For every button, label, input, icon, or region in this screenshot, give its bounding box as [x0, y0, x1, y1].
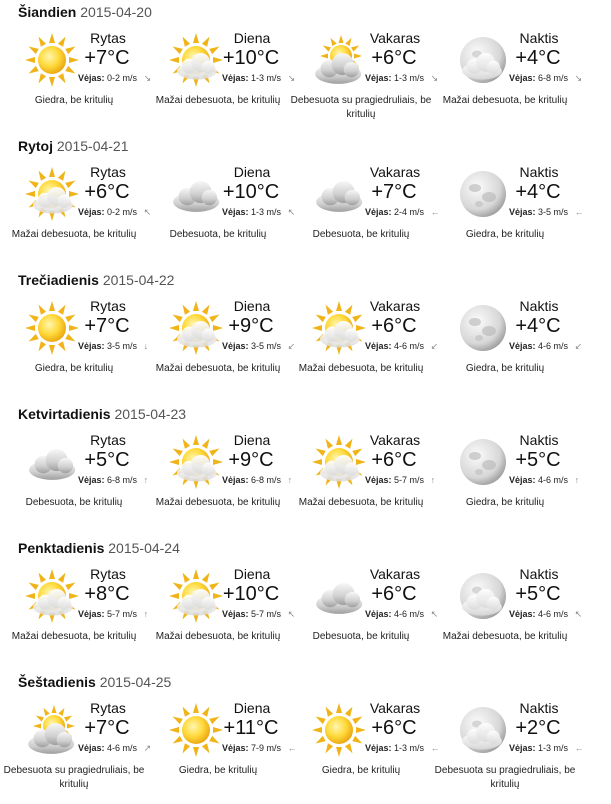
- day-date: 2015-04-22: [102, 272, 175, 288]
- period-name: Naktis: [519, 164, 559, 180]
- wind-info: [509, 341, 582, 352]
- period-name: Diena: [233, 432, 271, 448]
- wind-label: Vėjas:: [222, 743, 249, 753]
- day-periods: [0, 428, 611, 536]
- temperature: +7°C: [84, 315, 130, 337]
- wind-direction-icon: ↘: [574, 73, 583, 83]
- period-name: Diena: [233, 164, 271, 180]
- period-name: Naktis: [519, 432, 559, 448]
- weather-description: Mažai debesuota, be kritulių: [155, 363, 281, 374]
- wind-info: [365, 743, 440, 754]
- wind-direction-icon: ←: [430, 743, 440, 753]
- wind-label: Vėjas:: [365, 341, 392, 351]
- temperature: +9°C: [228, 449, 274, 471]
- temperature: +6°C: [371, 449, 417, 471]
- wind-direction-icon: ↑: [430, 475, 436, 485]
- forecast-period: [144, 294, 294, 402]
- wind-speed: 4-6 m/s: [394, 341, 425, 351]
- wind-direction-icon: ←: [287, 743, 297, 753]
- wind-label: Vėjas:: [78, 743, 105, 753]
- period-name: Rytas: [90, 700, 126, 716]
- weather-description: Giedra, be kritulių: [465, 497, 545, 508]
- temperature: +11°C: [223, 717, 279, 739]
- wind-direction-icon: ↙: [430, 341, 439, 351]
- wind-info: [365, 207, 440, 218]
- wind-label: Vėjas:: [222, 609, 249, 619]
- weather-description: Mažai debesuota, be kritulių: [11, 229, 137, 240]
- period-name: Naktis: [519, 700, 559, 716]
- day-periods: [0, 26, 611, 134]
- forecast-period: [431, 428, 581, 536]
- wind-speed: 1-3 m/s: [394, 743, 425, 753]
- period-name: Rytas: [90, 298, 126, 314]
- temperature: +6°C: [371, 717, 417, 739]
- temperature: +7°C: [84, 717, 130, 739]
- wind-info: [78, 73, 151, 84]
- day-name: Rytoj: [18, 138, 53, 154]
- wind-info: [222, 743, 297, 754]
- wind-info: [509, 609, 582, 620]
- period-name: Rytas: [90, 30, 126, 46]
- wind-label: Vėjas:: [509, 207, 536, 217]
- wind-speed: 3-5 m/s: [251, 341, 282, 351]
- wind-direction-icon: ↖: [287, 609, 296, 619]
- wind-label: Vėjas:: [365, 609, 392, 619]
- wind-label: Vėjas:: [222, 73, 249, 83]
- wind-info: [222, 73, 295, 84]
- forecast-period: [431, 562, 581, 670]
- wind-speed: 6-8 m/s: [251, 475, 282, 485]
- forecast-period: [287, 562, 437, 670]
- forecast-period: [144, 696, 297, 804]
- temperature: +4°C: [515, 315, 561, 337]
- weather-description: Mažai debesuota, be kritulių: [155, 497, 281, 508]
- wind-label: Vėjas:: [509, 475, 536, 485]
- wind-direction-icon: ↖: [143, 207, 152, 217]
- period-name: Diena: [233, 298, 271, 314]
- day-name: Šiandien: [18, 4, 77, 20]
- day-date: 2015-04-20: [80, 4, 152, 20]
- period-name: Vakaras: [369, 164, 421, 180]
- wind-speed: 6-8 m/s: [538, 73, 569, 83]
- temperature: +9°C: [228, 315, 274, 337]
- wind-speed: 1-3 m/s: [251, 73, 282, 83]
- wind-direction-icon: ↗: [143, 743, 152, 753]
- wind-direction-icon: ↘: [287, 73, 296, 83]
- day-block: [0, 670, 611, 804]
- weather-description: Debesuota, be kritulių: [312, 631, 410, 642]
- weather-description: Debesuota, be kritulių: [25, 497, 123, 508]
- wind-info: [365, 609, 438, 620]
- wind-label: Vėjas:: [78, 341, 105, 351]
- wind-speed: 4-6 m/s: [107, 743, 138, 753]
- wind-direction-icon: ↘: [430, 73, 439, 83]
- temperature: +5°C: [515, 449, 561, 471]
- temperature: +10°C: [222, 583, 280, 605]
- wind-direction-icon: ←: [574, 207, 584, 217]
- period-name: Rytas: [90, 164, 126, 180]
- forecast-period: [0, 294, 150, 402]
- wind-info: [222, 609, 295, 620]
- wind-direction-icon: ↑: [143, 609, 149, 619]
- wind-label: Vėjas:: [78, 475, 105, 485]
- wind-label: Vėjas:: [509, 743, 536, 753]
- day-header: [18, 4, 152, 20]
- wind-info: [78, 609, 148, 620]
- forecast-period: [144, 428, 294, 536]
- forecast-period: [431, 696, 584, 804]
- forecast-period: [144, 562, 294, 670]
- wind-speed: 4-6 m/s: [538, 475, 569, 485]
- day-periods: [0, 294, 611, 402]
- day-name: Ketvirtadienis: [18, 406, 111, 422]
- forecast-period: [287, 294, 437, 402]
- day-periods: [0, 696, 611, 804]
- period-name: Diena: [233, 700, 271, 716]
- wind-direction-icon: ↖: [287, 207, 296, 217]
- temperature: +4°C: [515, 47, 561, 69]
- day-block: [0, 536, 611, 670]
- wind-direction-icon: ↑: [287, 475, 293, 485]
- weather-description: Mažai debesuota, be kritulių: [442, 631, 568, 642]
- forecast-period: [0, 428, 150, 536]
- forecast-period: [144, 26, 294, 134]
- wind-speed: 1-3 m/s: [394, 73, 425, 83]
- forecast-period: [144, 160, 294, 268]
- forecast-period: [287, 160, 440, 268]
- weather-description: Debesuota, be kritulių: [169, 229, 267, 240]
- weather-description: Mažai debesuota, be kritulių: [298, 497, 424, 508]
- wind-direction-icon: ↙: [287, 341, 296, 351]
- wind-direction-icon: ↑: [143, 475, 149, 485]
- wind-direction-icon: ↑: [574, 475, 580, 485]
- period-name: Vakaras: [369, 30, 421, 46]
- wind-label: Vėjas:: [365, 73, 392, 83]
- wind-label: Vėjas:: [509, 341, 536, 351]
- wind-direction-icon: ↓: [143, 341, 149, 351]
- wind-speed: 0-2 m/s: [107, 207, 138, 217]
- day-periods: [0, 562, 611, 670]
- day-header: [18, 406, 186, 422]
- wind-speed: 2-4 m/s: [394, 207, 425, 217]
- wind-speed: 4-6 m/s: [394, 609, 425, 619]
- temperature: +6°C: [84, 181, 130, 203]
- forecast-period: [431, 26, 581, 134]
- wind-info: [78, 341, 148, 352]
- wind-info: [509, 73, 582, 84]
- wind-speed: 5-7 m/s: [107, 609, 138, 619]
- wind-direction-icon: ↙: [574, 341, 583, 351]
- wind-speed: 4-6 m/s: [538, 609, 569, 619]
- temperature: +6°C: [371, 315, 417, 337]
- temperature: +5°C: [84, 449, 130, 471]
- weather-description: Mažai debesuota, be kritulių: [298, 363, 424, 374]
- day-block: [0, 402, 611, 536]
- day-header: [18, 272, 174, 288]
- wind-speed: 1-3 m/s: [538, 743, 569, 753]
- temperature: +7°C: [84, 47, 130, 69]
- period-name: Rytas: [90, 432, 126, 448]
- wind-info: [222, 475, 292, 486]
- day-date: 2015-04-21: [56, 138, 129, 154]
- day-block: [0, 134, 611, 268]
- wind-label: Vėjas:: [222, 341, 249, 351]
- weather-description: Giedra, be kritulių: [34, 95, 114, 106]
- weather-description: Mažai debesuota, be kritulių: [11, 631, 137, 642]
- day-periods: [0, 160, 611, 268]
- wind-label: Vėjas:: [222, 207, 249, 217]
- wind-label: Vėjas:: [509, 609, 536, 619]
- day-name: Šeštadienis: [18, 674, 96, 690]
- forecast-period: [0, 562, 150, 670]
- temperature: +8°C: [84, 583, 130, 605]
- wind-label: Vėjas:: [365, 743, 392, 753]
- weather-description: Giedra, be kritulių: [321, 765, 401, 776]
- wind-speed: 3-5 m/s: [107, 341, 138, 351]
- wind-speed: 1-3 m/s: [251, 207, 282, 217]
- day-block: [0, 268, 611, 402]
- weather-description: Debesuota su pragiedruliais, be kritulių: [3, 765, 145, 790]
- wind-label: Vėjas:: [78, 73, 105, 83]
- day-date: 2015-04-24: [108, 540, 180, 556]
- temperature: +10°C: [222, 47, 280, 69]
- wind-label: Vėjas:: [365, 475, 392, 485]
- forecast-period: [431, 160, 584, 268]
- forecast-period: [0, 26, 150, 134]
- weather-description: Debesuota, be kritulių: [312, 229, 410, 240]
- weather-description: Debesuota su pragiedruliais, be kritulių: [434, 765, 576, 790]
- period-name: Vakaras: [369, 566, 421, 582]
- period-name: Naktis: [519, 566, 559, 582]
- period-name: Rytas: [90, 566, 126, 582]
- forecast-period: [0, 696, 150, 804]
- period-name: Naktis: [519, 30, 559, 46]
- weather-description: Mažai debesuota, be kritulių: [155, 95, 281, 106]
- wind-speed: 5-7 m/s: [251, 609, 282, 619]
- wind-speed: 5-7 m/s: [394, 475, 425, 485]
- day-date: 2015-04-23: [114, 406, 187, 422]
- day-header: [18, 540, 180, 556]
- wind-info: [365, 475, 435, 486]
- forecast-period: [287, 696, 440, 804]
- temperature: +7°C: [371, 181, 417, 203]
- weather-description: Giedra, be kritulių: [465, 363, 545, 374]
- temperature: +4°C: [515, 181, 561, 203]
- temperature: +6°C: [371, 47, 417, 69]
- weather-description: Mažai debesuota, be kritulių: [442, 95, 568, 106]
- wind-info: [365, 73, 438, 84]
- wind-info: [222, 341, 295, 352]
- period-name: Vakaras: [369, 700, 421, 716]
- wind-info: [509, 743, 584, 754]
- period-name: Diena: [233, 566, 271, 582]
- wind-info: [222, 207, 295, 218]
- forecast-period: [431, 294, 581, 402]
- temperature: +6°C: [371, 583, 417, 605]
- wind-label: Vėjas:: [222, 475, 249, 485]
- weather-description: Giedra, be kritulių: [34, 363, 114, 374]
- day-header: [18, 674, 171, 690]
- wind-label: Vėjas:: [509, 73, 536, 83]
- forecast-period: [287, 26, 437, 134]
- temperature: +2°C: [515, 717, 561, 739]
- day-name: Trečiadienis: [18, 272, 99, 288]
- period-name: Diena: [233, 30, 271, 46]
- wind-info: [509, 207, 584, 218]
- forecast-period: [0, 160, 150, 268]
- temperature: +5°C: [515, 583, 561, 605]
- wind-info: [509, 475, 579, 486]
- wind-info: [78, 743, 151, 754]
- weather-description: Giedra, be kritulių: [465, 229, 545, 240]
- day-header: [18, 138, 129, 154]
- weather-description: Giedra, be kritulių: [178, 765, 258, 776]
- wind-direction-icon: ↘: [143, 73, 152, 83]
- wind-label: Vėjas:: [78, 609, 105, 619]
- wind-direction-icon: ↖: [430, 609, 439, 619]
- period-name: Vakaras: [369, 298, 421, 314]
- wind-label: Vėjas:: [365, 207, 392, 217]
- wind-info: [365, 341, 438, 352]
- wind-speed: 7-9 m/s: [251, 743, 282, 753]
- wind-speed: 0-2 m/s: [107, 73, 138, 83]
- day-date: 2015-04-25: [99, 674, 172, 690]
- temperature: +10°C: [222, 181, 280, 203]
- wind-info: [78, 207, 151, 218]
- period-name: Vakaras: [369, 432, 421, 448]
- wind-info: [78, 475, 148, 486]
- weather-description: Debesuota su pragiedruliais, be kritulių: [290, 95, 432, 120]
- wind-direction-icon: ↖: [574, 609, 583, 619]
- wind-speed: 6-8 m/s: [107, 475, 138, 485]
- forecast-period: [287, 428, 437, 536]
- wind-direction-icon: ←: [430, 207, 440, 217]
- day-name: Penktadienis: [18, 540, 105, 556]
- wind-direction-icon: ←: [574, 743, 584, 753]
- wind-speed: 3-5 m/s: [538, 207, 569, 217]
- day-block: [0, 0, 611, 134]
- period-name: Naktis: [519, 298, 559, 314]
- weather-description: Mažai debesuota, be kritulių: [155, 631, 281, 642]
- wind-speed: 4-6 m/s: [538, 341, 569, 351]
- wind-label: Vėjas:: [78, 207, 105, 217]
